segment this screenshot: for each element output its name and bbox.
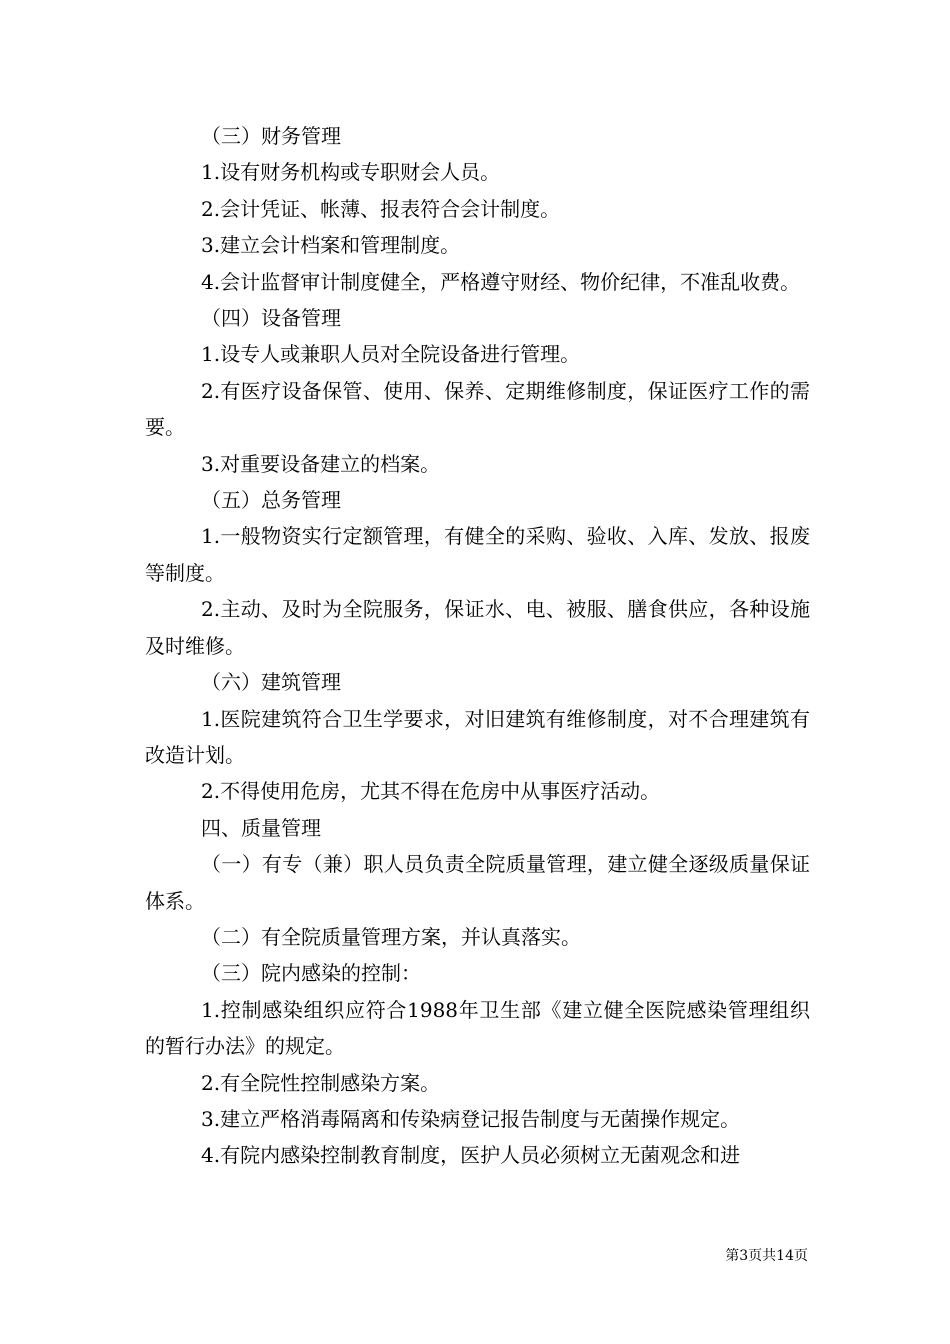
paragraph: （二）有全院质量管理方案，并认真落实。	[201, 924, 581, 949]
document-body	[145, 118, 810, 1174]
paragraph: 3.建立会计档案和管理制度。	[201, 233, 461, 258]
page-number: 第3页共14页	[725, 1248, 808, 1264]
paragraph: （一）有专（兼）职人员负责全院质量管理，建立健全逐级质量保证体系。	[145, 852, 810, 913]
paragraph: 4.会计监督审计制度健全，严格遵守财经、物价纪律，不准乱收费。	[201, 269, 801, 294]
paragraph: 2.会计凭证、帐薄、报表符合会计制度。	[201, 196, 561, 221]
section-heading-general-affairs: （五）总务管理	[201, 488, 341, 513]
paragraph: 2.不得使用危房，尤其不得在危房中从事医疗活动。	[201, 779, 661, 804]
paragraph: 2.有全院性控制感染方案。	[201, 1070, 441, 1095]
paragraph: （三）院内感染的控制：	[201, 961, 421, 986]
paragraph: 1.医院建筑符合卫生学要求，对旧建筑有维修制度，对不合理建筑有改造计划。	[145, 706, 810, 767]
paragraph: 1.控制感染组织应符合1988年卫生部《建立健全医院感染管理组织的暂行办法》的规定。	[145, 997, 810, 1059]
paragraph: 1.设有财务机构或专职财会人员。	[201, 160, 501, 185]
paragraph: 3.建立严格消毒隔离和传染病登记报告制度与无菌操作规定。	[201, 1106, 741, 1131]
paragraph: 3.对重要设备建立的档案。	[201, 451, 441, 476]
paragraph: 2.有医疗设备保管、使用、保养、定期维修制度，保证医疗工作的需要。	[145, 378, 810, 440]
paragraph: 1.设专人或兼职人员对全院设备进行管理。	[201, 342, 581, 367]
section-heading-buildings: （六）建筑管理	[201, 670, 341, 695]
section-heading-equipment: （四）设备管理	[201, 306, 341, 331]
paragraph: 4.有院内感染控制教育制度，医护人员必须树立无菌观念和进	[201, 1143, 741, 1168]
section-heading-quality: 四、质量管理	[201, 815, 321, 840]
section-heading-finance: （三）财务管理	[201, 124, 341, 148]
paragraph: 1.一般物资实行定额管理，有健全的采购、验收、入库、发放、报废等制度。	[145, 524, 810, 585]
paragraph: 2.主动、及时为全院服务，保证水、电、被服、膳食供应，各种设施及时维修。	[145, 597, 810, 658]
